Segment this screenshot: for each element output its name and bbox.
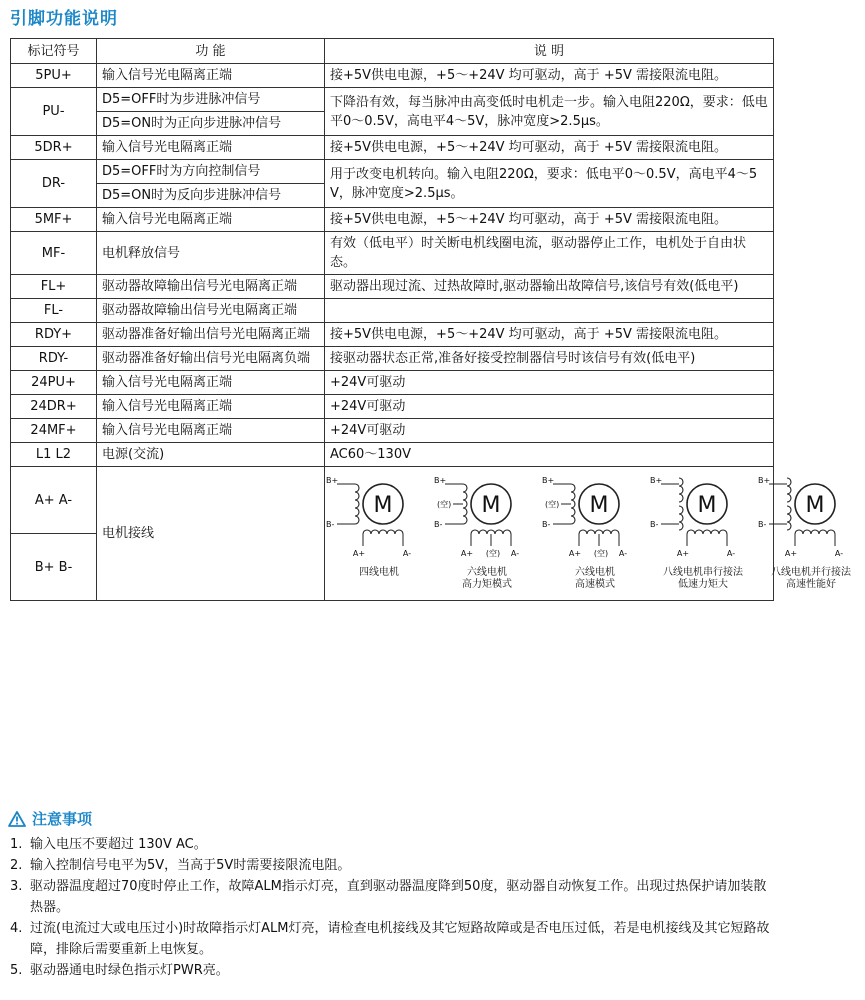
pin-label-a-minus: A- <box>510 548 520 558</box>
pin-label-a-plus: A+ <box>676 548 690 558</box>
table-row <box>11 323 774 347</box>
table-row <box>11 275 774 299</box>
diagram-caption: 六线电机 高速模式 <box>575 566 615 590</box>
pin-symbol: 5DR+ <box>11 136 97 160</box>
a-winding-coil <box>363 530 403 534</box>
list-item <box>10 918 770 960</box>
table-row <box>11 232 774 275</box>
pin-description <box>325 299 774 323</box>
pin-function-alt: D5=ON时为反向步进脉冲信号 <box>97 184 325 208</box>
diagram-four-wire <box>325 468 433 579</box>
table-row <box>11 88 774 112</box>
diagram-eight-wire-parallel <box>757 468 865 591</box>
notes-list <box>10 834 770 981</box>
pin-label-b-minus: B- <box>434 519 443 529</box>
pin-symbol-a: A+ A- <box>11 467 97 534</box>
wiring-diagrams <box>325 468 851 600</box>
pin-label-b-minus: B- <box>326 519 335 529</box>
pin-symbol: MF- <box>11 232 97 275</box>
table-row <box>11 160 774 184</box>
table-header-row <box>11 39 774 64</box>
diagram-caption: 八线电机并行接法 高速性能好 <box>771 566 851 590</box>
pin-symbol: L1 L2 <box>11 443 97 467</box>
pin-function: 驱动器准备好输出信号光电隔离正端 <box>97 323 325 347</box>
note-text: 输入控制信号电平为5V，当高于5V时需要接限流电阻。 <box>30 858 351 873</box>
pin-function: 输入信号光电隔离正端 <box>97 371 325 395</box>
table-row <box>11 136 774 160</box>
diagram-caption: 四线电机 <box>359 566 399 578</box>
motor-letter: M <box>481 492 501 518</box>
b-winding-coil <box>571 484 575 524</box>
wiring-function: 电机接线 <box>97 467 325 601</box>
table-row <box>11 371 774 395</box>
pin-symbol: FL+ <box>11 275 97 299</box>
table-row <box>11 419 774 443</box>
pin-symbol: RDY- <box>11 347 97 371</box>
pin-label-a-plus: A+ <box>460 548 474 558</box>
note-number: 1. <box>10 837 23 852</box>
b-winding-coil <box>679 478 683 502</box>
pin-function: 驱动器故障输出信号光电隔离正端 <box>97 275 325 299</box>
list-item <box>10 834 770 855</box>
pin-function: 输入信号光电隔离正端 <box>97 395 325 419</box>
motor-letter: M <box>805 492 825 518</box>
a-winding-coil <box>579 530 619 534</box>
diagram-six-wire-speed <box>541 468 649 591</box>
pin-label-a-minus: A- <box>834 548 844 558</box>
a-winding-coil <box>471 530 511 534</box>
pin-function-table <box>10 38 851 601</box>
table-row <box>11 347 774 371</box>
note-text: 输入电压不要超过 130V AC。 <box>30 837 207 852</box>
pin-description: 接驱动器状态正常,准备好接受控制器信号时该信号有效(低电平) <box>325 347 774 371</box>
pin-symbol-b: B+ B- <box>11 534 97 601</box>
pin-label-a-minus: A- <box>618 548 628 558</box>
b-winding-coil <box>355 484 359 524</box>
pin-label-a-minus: A- <box>402 548 412 558</box>
warning-icon <box>8 811 26 827</box>
pin-description: 接+5V供电电源，+5～+24V 均可驱动，高于 +5V 需接限流电阻。 <box>325 323 774 347</box>
pin-label-a-plus: A+ <box>568 548 582 558</box>
pin-function: 输入信号光电隔离正端 <box>97 136 325 160</box>
diagram-six-wire-torque <box>433 468 541 591</box>
notes-title-text: 注意事项 <box>32 810 93 828</box>
six-wire-torque-motor-diagram <box>433 468 541 566</box>
pin-function: 输入信号光电隔离正端 <box>97 419 325 443</box>
six-wire-speed-motor-diagram <box>541 468 649 566</box>
pin-description: AC60～130V <box>325 443 774 467</box>
diagram-caption: 六线电机 高力矩模式 <box>462 566 512 590</box>
pin-label-b-plus: B+ <box>434 475 447 485</box>
pin-symbol: PU- <box>11 88 97 136</box>
pin-description: +24V可驱动 <box>325 371 774 395</box>
diagram-caption: 八线电机串行接法 低速力矩大 <box>663 566 743 590</box>
wiring-diagrams-cell <box>325 467 851 601</box>
pin-description: 驱动器出现过流、过热故障时,驱动器输出故障信号,该信号有效(低电平) <box>325 275 774 299</box>
table-row <box>11 395 774 419</box>
header-description: 说 明 <box>325 39 774 64</box>
pin-description: 接+5V供电电源，+5～+24V 均可驱动，高于 +5V 需接限流电阻。 <box>325 136 774 160</box>
pin-symbol: FL- <box>11 299 97 323</box>
pin-label-b-minus: B- <box>650 519 659 529</box>
list-item <box>10 855 770 876</box>
b-winding-coil <box>787 506 791 530</box>
pin-function: 驱动器准备好输出信号光电隔离负端 <box>97 347 325 371</box>
pin-label-b-plus: B+ <box>650 475 663 485</box>
notes-title <box>8 808 92 829</box>
pin-label-b-minus: B- <box>542 519 551 529</box>
pin-description: 有效（低电平）时关断电机线圈电流，驱动器停止工作，电机处于自由状态。 <box>325 232 774 275</box>
a-winding-coil <box>687 530 727 534</box>
b-winding-coil <box>787 478 791 502</box>
note-number: 3. <box>10 879 23 894</box>
empty-label: (空) <box>485 548 501 558</box>
list-item <box>10 876 770 918</box>
list-item <box>10 960 770 981</box>
empty-label: (空) <box>437 499 452 509</box>
pin-symbol: RDY+ <box>11 323 97 347</box>
pin-symbol: 24PU+ <box>11 371 97 395</box>
note-text: 过流(电流过大或电压过小)时故障指示灯ALM灯亮，请检查电机接线及其它短路故障或是否电压过低，若是电机接线及其它短路故障，排除后需要重新上电恢复。 <box>30 921 770 957</box>
pin-symbol: DR- <box>11 160 97 208</box>
pin-label-b-plus: B+ <box>326 475 339 485</box>
pin-label-b-minus: B- <box>758 519 767 529</box>
four-wire-motor-diagram <box>325 468 433 566</box>
pin-description: 下降沿有效，每当脉冲由高变低时电机走一步。输入电阻220Ω，要求：低电平0～0.5V，高电平4～5V，脉冲宽度>2.5μs。 <box>325 88 774 136</box>
pin-description: +24V可驱动 <box>325 419 774 443</box>
motor-letter: M <box>373 492 393 518</box>
note-text: 驱动器通电时绿色指示灯PWR亮。 <box>30 963 229 978</box>
header-symbol: 标记符号 <box>11 39 97 64</box>
pin-label-a-plus: A+ <box>784 548 798 558</box>
wiring-row <box>11 467 774 534</box>
pin-symbol: 24MF+ <box>11 419 97 443</box>
note-number: 2. <box>10 858 23 873</box>
pin-function: D5=OFF时为方向控制信号 <box>97 160 325 184</box>
motor-letter: M <box>697 492 717 518</box>
note-number: 5. <box>10 963 23 978</box>
b-winding-coil <box>679 506 683 530</box>
pin-symbol: 5PU+ <box>11 64 97 88</box>
motor-letter: M <box>589 492 609 518</box>
eight-wire-parallel-motor-diagram <box>757 468 865 566</box>
pin-label-b-plus: B+ <box>758 475 771 485</box>
table-row <box>11 443 774 467</box>
pin-label-a-minus: A- <box>726 548 736 558</box>
pin-function: 驱动器故障输出信号光电隔离正端 <box>97 299 325 323</box>
pin-description: 用于改变电机转向。输入电阻220Ω，要求：低电平0～0.5V，高电平4～5V，脉冲宽度>2.5μs。 <box>325 160 774 208</box>
note-text: 驱动器温度超过70度时停止工作，故障ALM指示灯亮，直到驱动器温度降到50度，驱动器自动恢复工作。出现过热保护请加装散热器。 <box>30 879 767 915</box>
diagram-eight-wire-series <box>649 468 757 591</box>
header-function: 功 能 <box>97 39 325 64</box>
note-number: 4. <box>10 921 23 936</box>
table-row <box>11 299 774 323</box>
pin-function-alt: D5=ON时为正向步进脉冲信号 <box>97 112 325 136</box>
page-title: 引脚功能说明 <box>10 9 118 29</box>
pin-symbol: 5MF+ <box>11 208 97 232</box>
pin-label-b-plus: B+ <box>542 475 555 485</box>
pin-function: 输入信号光电隔离正端 <box>97 208 325 232</box>
empty-label: (空) <box>545 499 560 509</box>
pin-function: 输入信号光电隔离正端 <box>97 64 325 88</box>
pin-description: 接+5V供电电源，+5～+24V 均可驱动，高于 +5V 需接限流电阻。 <box>325 208 774 232</box>
pin-function: 电源(交流) <box>97 443 325 467</box>
pin-function: 电机释放信号 <box>97 232 325 275</box>
pin-function: D5=OFF时为步进脉冲信号 <box>97 88 325 112</box>
empty-label: (空) <box>593 548 609 558</box>
table-row <box>11 208 774 232</box>
pin-label-a-plus: A+ <box>352 548 366 558</box>
b-winding-coil <box>463 484 467 524</box>
pin-description: 接+5V供电电源，+5～+24V 均可驱动，高于 +5V 需接限流电阻。 <box>325 64 774 88</box>
pin-description: +24V可驱动 <box>325 395 774 419</box>
eight-wire-series-motor-diagram <box>649 468 757 566</box>
pin-symbol: 24DR+ <box>11 395 97 419</box>
table-row <box>11 64 774 88</box>
a-winding-coil <box>795 530 835 534</box>
